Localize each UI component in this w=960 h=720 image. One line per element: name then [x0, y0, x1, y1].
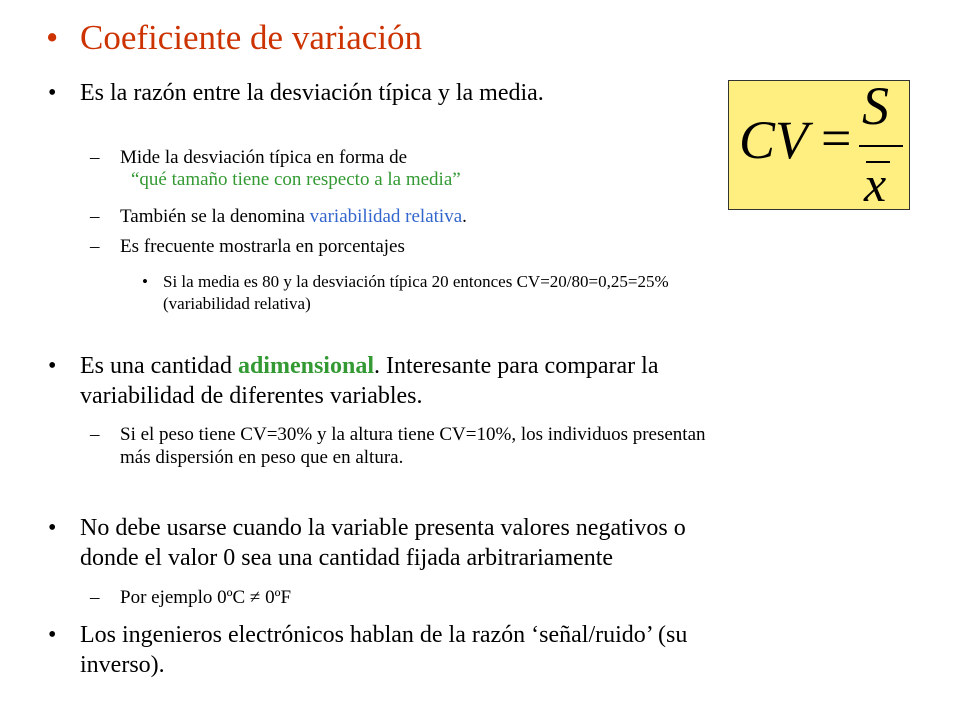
title-bullet: •: [46, 18, 59, 57]
sub-1-1-quote: “qué tamaño tiene con respecto a la media”: [131, 169, 461, 190]
sub-2-1-line2: más dispersión en peso que en altura.: [120, 447, 404, 468]
bullet-4-line2: inverso).: [80, 652, 165, 678]
cv-formula-box: [728, 76, 910, 212]
adimensional-term: adimensional: [237, 353, 374, 379]
bullet-2-after: . Interesante para comparar la: [373, 353, 659, 379]
sub-2-1-dash: –: [90, 424, 100, 445]
sub-1-1-dash: –: [90, 147, 100, 168]
bullet-2-marker: •: [48, 353, 57, 379]
formula-lhs: CV: [739, 110, 809, 170]
bullet-2-line1: [80, 353, 658, 380]
bullet-3-line2: donde el valor 0 sea una cantidad fijada arbitrariamente: [80, 545, 614, 571]
sub-1-3-1-line2: (variabilidad relativa): [163, 294, 311, 313]
sub-1-2-before: También se la denomina: [120, 206, 310, 227]
bullet-2-before: Es una cantidad: [80, 353, 238, 379]
slide-title: Coeficiente de variación: [80, 18, 423, 57]
formula-equals: =: [821, 108, 852, 168]
bullet-3-marker: •: [48, 515, 57, 541]
sub-2-1-line1: Si el peso tiene CV=30% y la altura tiene CV=10%, los individuos presentan: [120, 424, 706, 445]
bullet-1-marker: •: [48, 80, 57, 106]
sub-3-1-dash: –: [90, 587, 100, 608]
sub-1-3-1-marker: •: [142, 272, 148, 291]
sub-1-2-after: .: [462, 206, 467, 227]
variabilidad-relativa-term: variabilidad relativa: [309, 206, 463, 227]
bullet-4-marker: •: [48, 622, 57, 648]
sub-1-2-text: [120, 206, 467, 228]
formula-denominator: x: [864, 156, 887, 212]
bullet-2-line2: variabilidad de diferentes variables.: [80, 383, 423, 409]
bullet-4-line1: Los ingenieros electrónicos hablan de la razón ‘señal/ruido’ (su: [80, 622, 688, 648]
sub-1-1-line1: Mide la desviación típica en forma de: [120, 147, 408, 168]
sub-1-3-1-line1: Si la media es 80 y la desviación típica 20 entonces CV=20/80=0,25=25%: [163, 272, 669, 291]
formula-numerator: S: [862, 76, 889, 136]
sub-1-2-dash: –: [90, 206, 100, 227]
bullet-3-line1: No debe usarse cuando la variable presenta valores negativos o: [80, 515, 686, 541]
sub-1-3-dash: –: [90, 236, 100, 257]
sub-3-1-text: Por ejemplo 0ºC ≠ 0ºF: [120, 587, 292, 608]
fraction-bar: [859, 145, 903, 147]
bullet-1-text: Es la razón entre la desviación típica y la media.: [80, 80, 544, 106]
sub-1-3-text: Es frecuente mostrarla en porcentajes: [120, 236, 405, 257]
